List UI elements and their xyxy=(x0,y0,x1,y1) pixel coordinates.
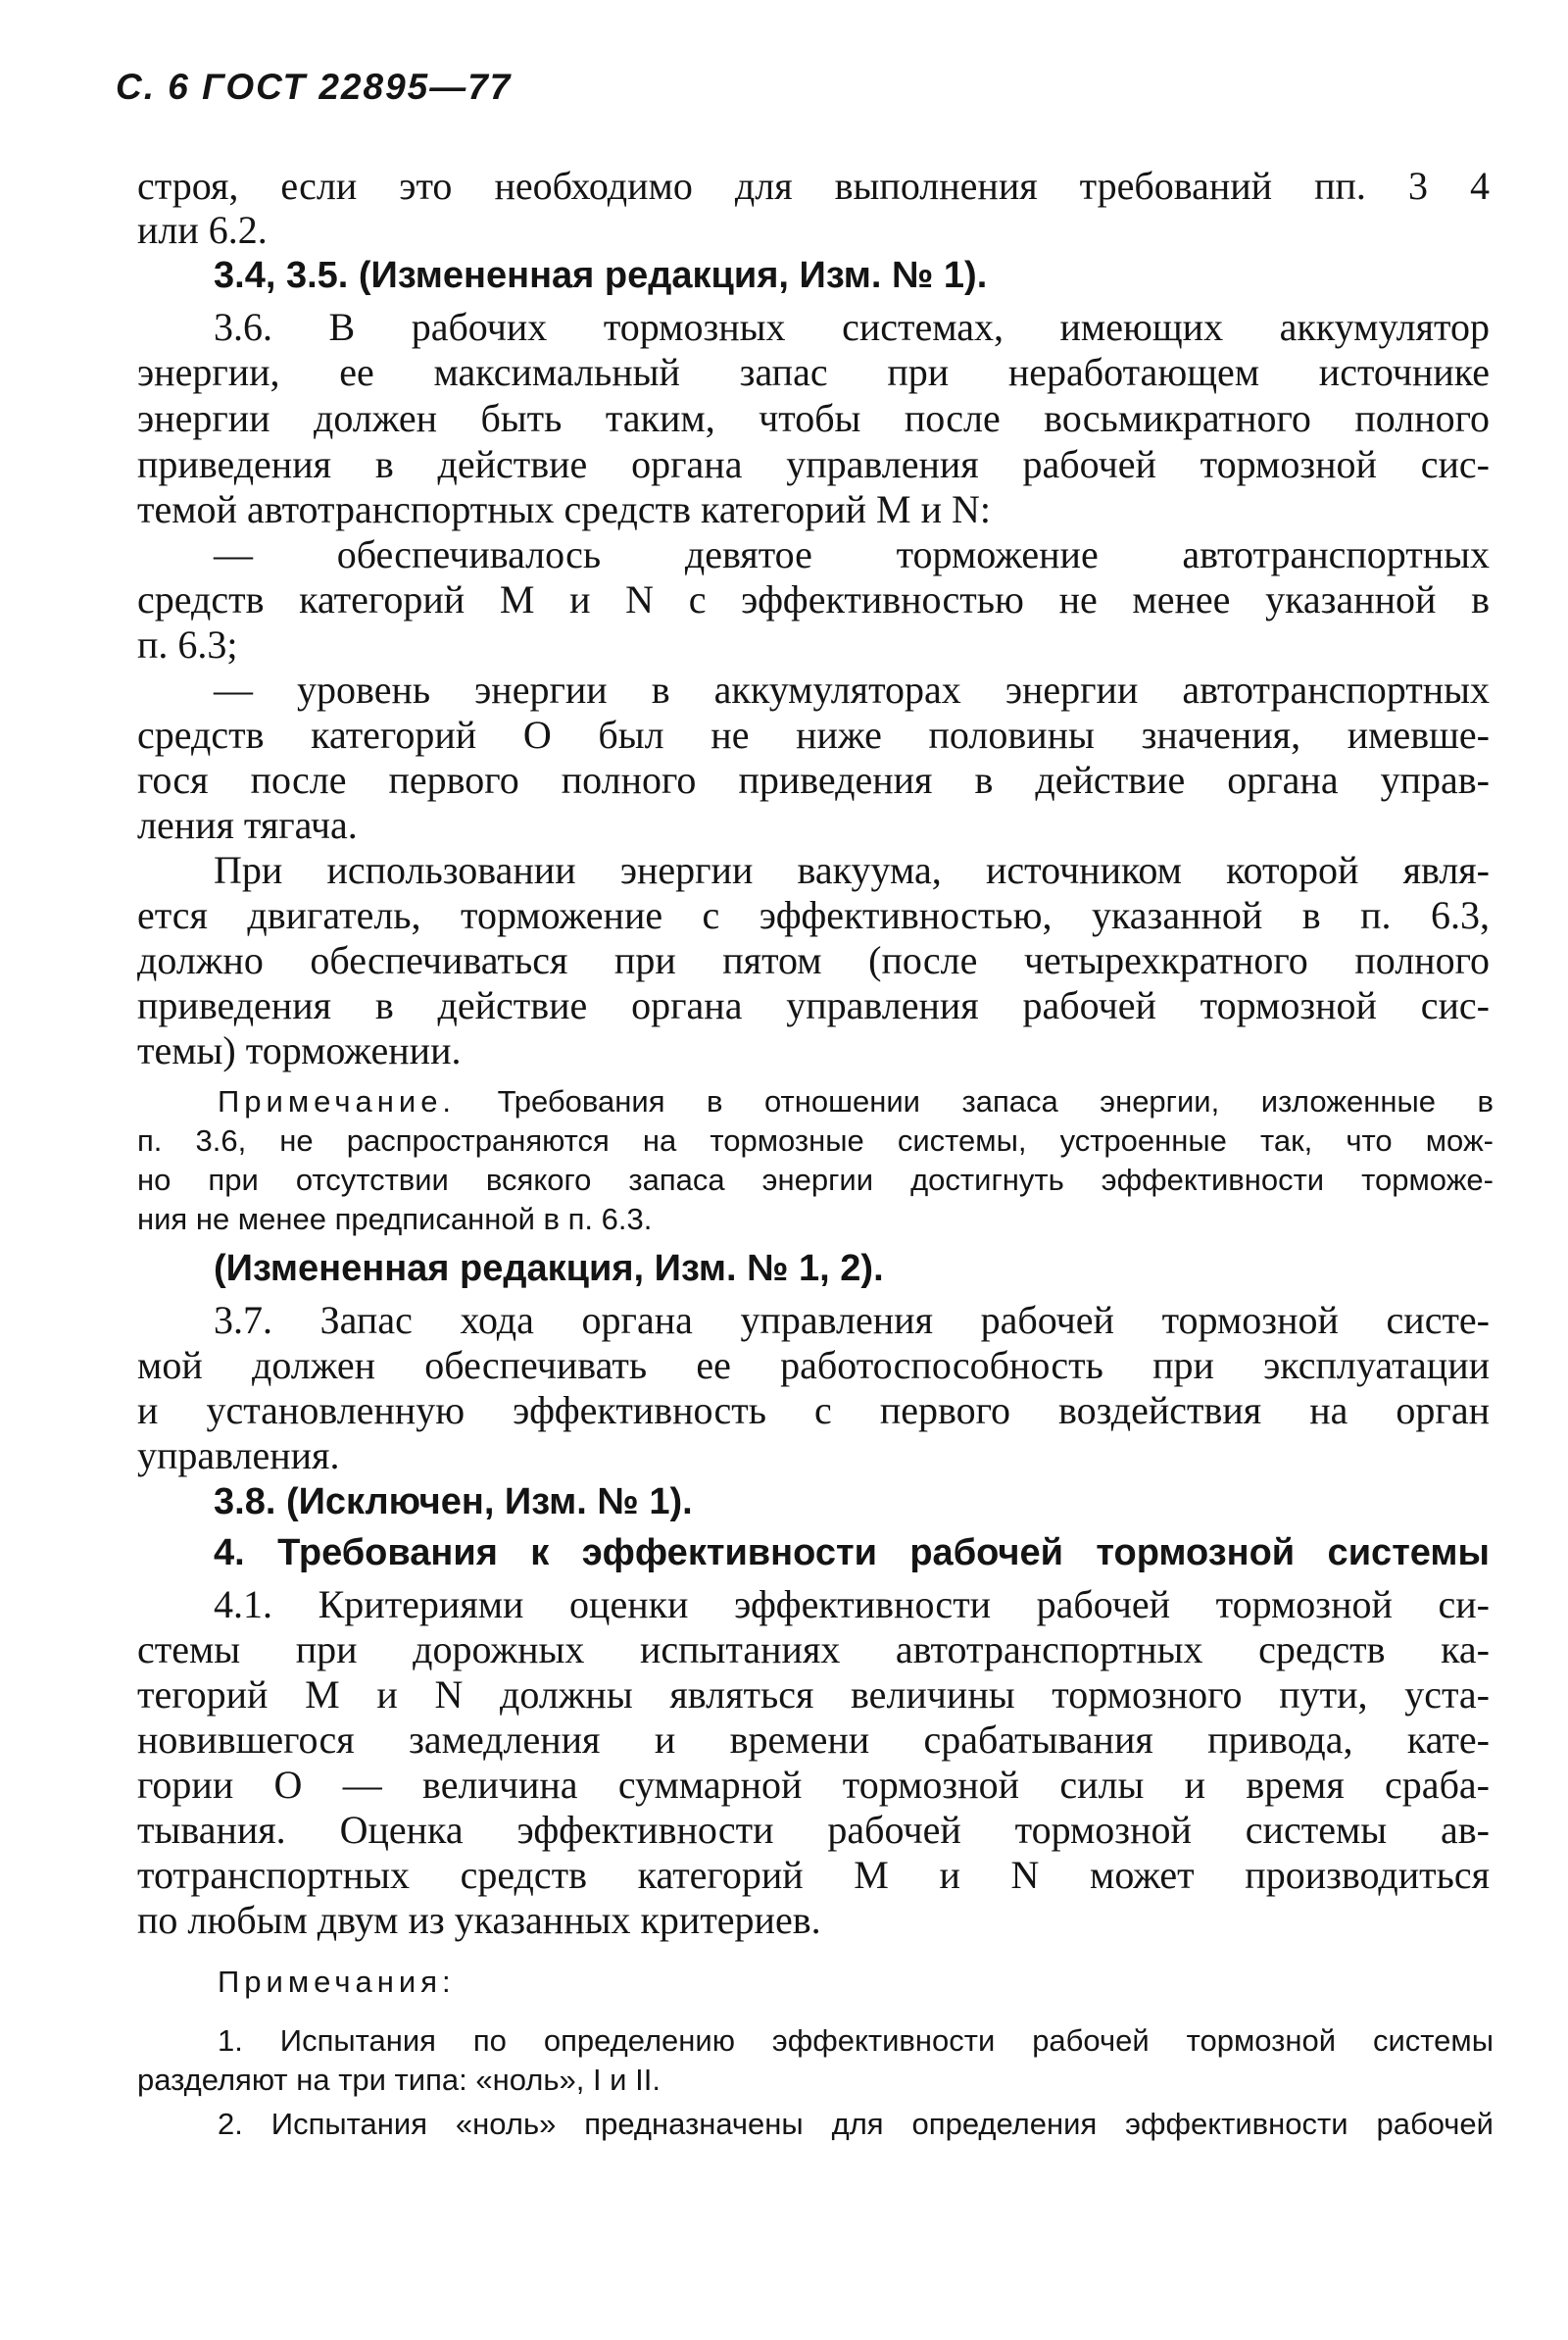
text-line: 3.6. В рабочих тормозных системах, имеющих аккумулятор xyxy=(214,305,1490,349)
text-line: стемы при дорожных испытаниях автотранспортных средств ка- xyxy=(137,1627,1490,1671)
notes-label: Примечания: xyxy=(218,1965,456,1999)
section-heading: 4. Требования к эффективности рабочей тормозной системы xyxy=(214,1532,1490,1573)
text-line: приведения в действие органа управления рабочей тормозной сис- xyxy=(137,442,1490,486)
text-line: строя, если это необходимо для выполнения требований пп. 3 4 xyxy=(137,164,1490,208)
text-line: средств категорий M и N с эффективностью не менее указанной в xyxy=(137,577,1490,622)
text-line: ления тягача. xyxy=(137,803,358,847)
text-line: должно обеспечиваться при пятом (после четырехкратного полного xyxy=(137,938,1490,982)
note-text: Требования в отношении запаса энергии, изложенные в xyxy=(497,1084,1494,1119)
amendment-note: 3.4, 3.5. (Измененная редакция, Изм. № 1). xyxy=(214,255,988,296)
amendment-note: 3.8. (Исключен, Изм. № 1). xyxy=(214,1481,693,1522)
note-line: но при отсутствии всякого запаса энергии достигнуть эффективности торможе- xyxy=(137,1163,1494,1197)
text-line: тегорий M и N должны являться величины тормозного пути, уста- xyxy=(137,1672,1490,1717)
text-line: новившегося замедления и времени срабатывания привода, кате- xyxy=(137,1718,1490,1762)
note-line: 2. Испытания «ноль» предназначены для определения эффективности рабочей xyxy=(218,2107,1494,2141)
note-line: 1. Испытания по определению эффективности рабочей тормозной системы xyxy=(218,2023,1494,2058)
text-line: гося после первого полного приведения в действие органа управ- xyxy=(137,758,1490,802)
text-line: средств категорий O был не ниже половины значения, имевше- xyxy=(137,713,1490,757)
text-line: энергии, ее максимальный запас при неработающем источнике xyxy=(137,350,1490,394)
text-line: п. 6.3; xyxy=(137,622,238,667)
text-line: — уровень энергии в аккумуляторах энергии автотранспортных xyxy=(214,668,1490,712)
text-line: темы) торможении. xyxy=(137,1028,462,1072)
text-line: — обеспечивалось девятое торможение автотранспортных xyxy=(214,532,1490,576)
text-line: и установленную эффективность с первого воздействия на орган xyxy=(137,1388,1490,1432)
text-line: приведения в действие органа управления рабочей тормозной сис- xyxy=(137,983,1490,1027)
note-line: ния не менее предписанной в п. 6.3. xyxy=(137,1202,653,1236)
note-line: п. 3.6, не распространяются на тормозные системы, устроенные так, что мож- xyxy=(137,1123,1494,1158)
page-header: С. 6 ГОСТ 22895—77 xyxy=(116,67,513,107)
text-line: по любым двум из указанных критериев. xyxy=(137,1898,821,1942)
text-line: или 6.2. xyxy=(137,208,268,252)
text-line: управления. xyxy=(137,1433,340,1477)
text-line: При использовании энергии вакуума, источником которой явля- xyxy=(214,848,1490,892)
text-line: темой автотранспортных средств категорий M и N: xyxy=(137,487,991,531)
text-line: тывания. Оценка эффективности рабочей тормозной системы ав- xyxy=(137,1808,1490,1852)
text-line: гории O — величина суммарной тормозной силы и время сраба- xyxy=(137,1763,1490,1807)
note-label: Примечание. xyxy=(218,1084,457,1119)
note-line xyxy=(218,1086,1494,1117)
note-line: разделяют на три типа: «ноль», I и II. xyxy=(137,2063,661,2097)
amendment-note: (Измененная редакция, Изм. № 1, 2). xyxy=(214,1248,884,1289)
text-line: тотранспортных средств категорий M и N может производиться xyxy=(137,1853,1490,1897)
text-line: 3.7. Запас хода органа управления рабочей тормозной систе- xyxy=(214,1298,1490,1342)
text-line: мой должен обеспечивать ее работоспособность при эксплуатации xyxy=(137,1343,1490,1387)
text-line: ется двигатель, торможение с эффективностью, указанной в п. 6.3, xyxy=(137,893,1490,937)
text-line: энергии должен быть таким, чтобы после восьмикратного полного xyxy=(137,396,1490,440)
text-line: 4.1. Критериями оценки эффективности рабочей тормозной си- xyxy=(214,1582,1490,1626)
